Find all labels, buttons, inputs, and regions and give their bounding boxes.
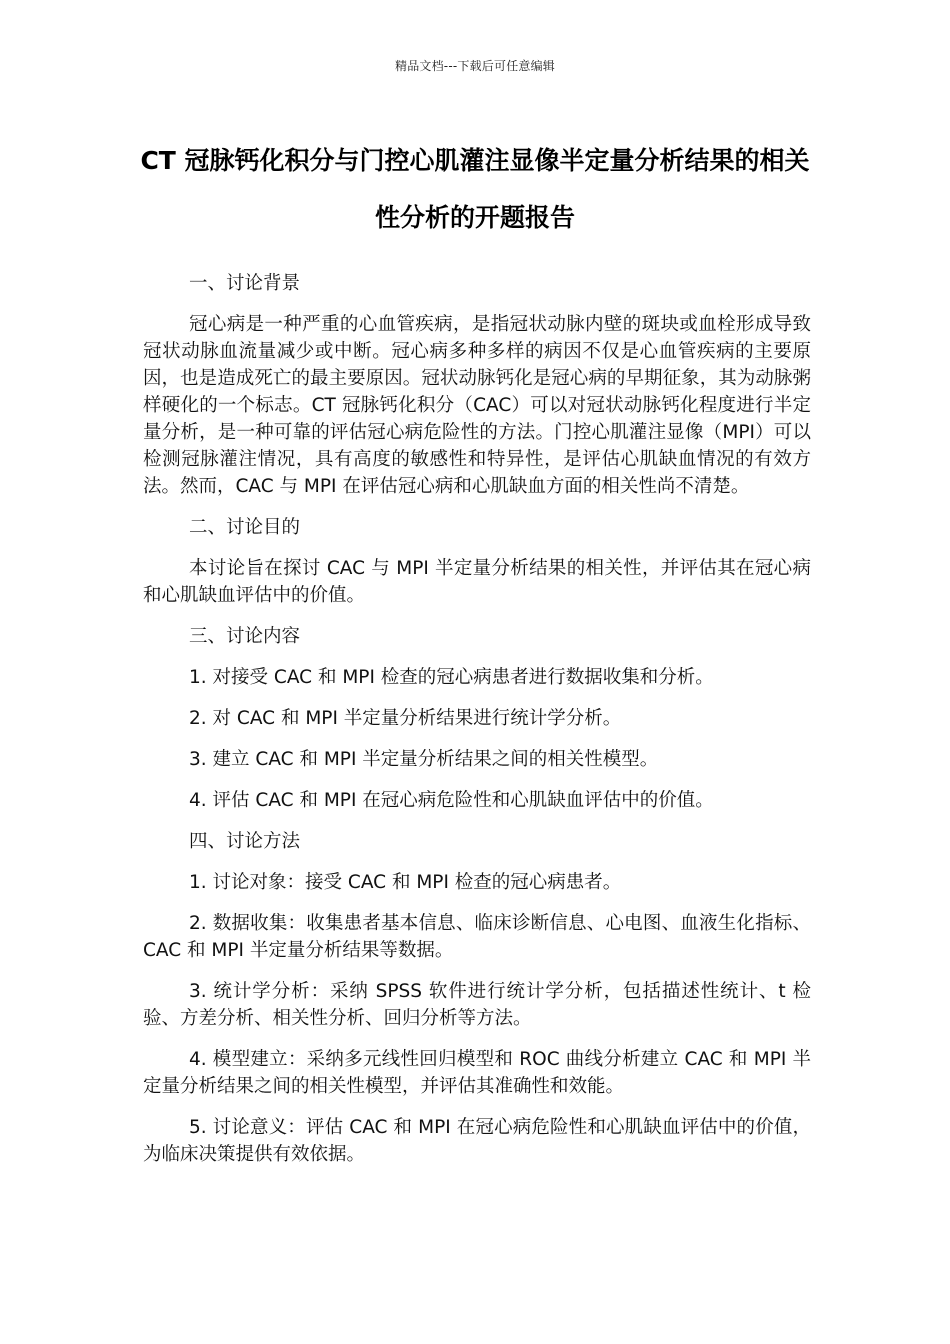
content-item-3: 3. 建立 CAC 和 MPI 半定量分析结果之间的相关性模型。	[189, 749, 659, 770]
methods-item-3: 3. 统计学分析：采纳 SPSS 软件进行统计学分析，包括描述性统计、t 检验、方差分析、相关性分析、回归分析等方法。	[143, 981, 811, 1029]
section-heading-methods: 四、讨论方法	[189, 831, 301, 852]
content-item-1: 1. 对接受 CAC 和 MPI 检查的冠心病患者进行数据收集和分析。	[189, 667, 714, 688]
document-title: CT 冠脉钙化积分与门控心肌灌注显像半定量分析结果的相关性分析的开题报告	[140, 146, 810, 232]
content-item-2: 2. 对 CAC 和 MPI 半定量分析结果进行统计学分析。	[189, 708, 622, 729]
methods-item-1: 1. 讨论对象：接受 CAC 和 MPI 检查的冠心病患者。	[189, 872, 622, 893]
section-heading-background: 一、讨论背景	[189, 273, 301, 294]
methods-item-2: 2. 数据收集：收集患者基本信息、临床诊断信息、心电图、血液生化指标、CAC 和 MPI 半定量分析结果等数据。	[143, 913, 811, 961]
background-paragraph: 冠心病是一种严重的心血管疾病，是指冠状动脉内壁的斑块或血栓形成导致冠状动脉血流量减少或中断。冠心病多种多样的病因不仅是心血管疾病的主要原因，也是造成死亡的最主要原因。冠状动脉钙化是冠心病的早期征象，其为动脉粥样硬化的一个标志。CT 冠脉钙化积分（CAC）可以对冠状动脉钙化程度进行半定量分析，是一种可靠的评估冠心病危险性的方法。门控心肌灌注显像（MPI）可以检测冠脉灌注情况，具有高度的敏感性和特异性，是评估心肌缺血情况的有效方法。然而，CAC 与 MPI 在评估冠心病和心肌缺血方面的相关性尚不清楚。	[143, 314, 811, 497]
section-heading-purpose: 二、讨论目的	[189, 517, 301, 538]
document-body	[143, 270, 811, 1182]
section-heading-content: 三、讨论内容	[189, 626, 301, 647]
purpose-paragraph: 本讨论旨在探讨 CAC 与 MPI 半定量分析结果的相关性，并评估其在冠心病和心肌缺血评估中的价值。	[143, 558, 811, 606]
header-note: 精品文档---下载后可任意编辑	[395, 59, 555, 73]
methods-item-5: 5. 讨论意义：评估 CAC 和 MPI 在冠心病危险性和心肌缺血评估中的价值，为临床决策提供有效依据。	[143, 1117, 811, 1165]
content-item-4: 4. 评估 CAC 和 MPI 在冠心病危险性和心肌缺血评估中的价值。	[189, 790, 714, 811]
methods-item-4: 4. 模型建立：采纳多元线性回归模型和 ROC 曲线分析建立 CAC 和 MPI 半定量分析结果之间的相关性模型，并评估其准确性和效能。	[143, 1049, 811, 1097]
